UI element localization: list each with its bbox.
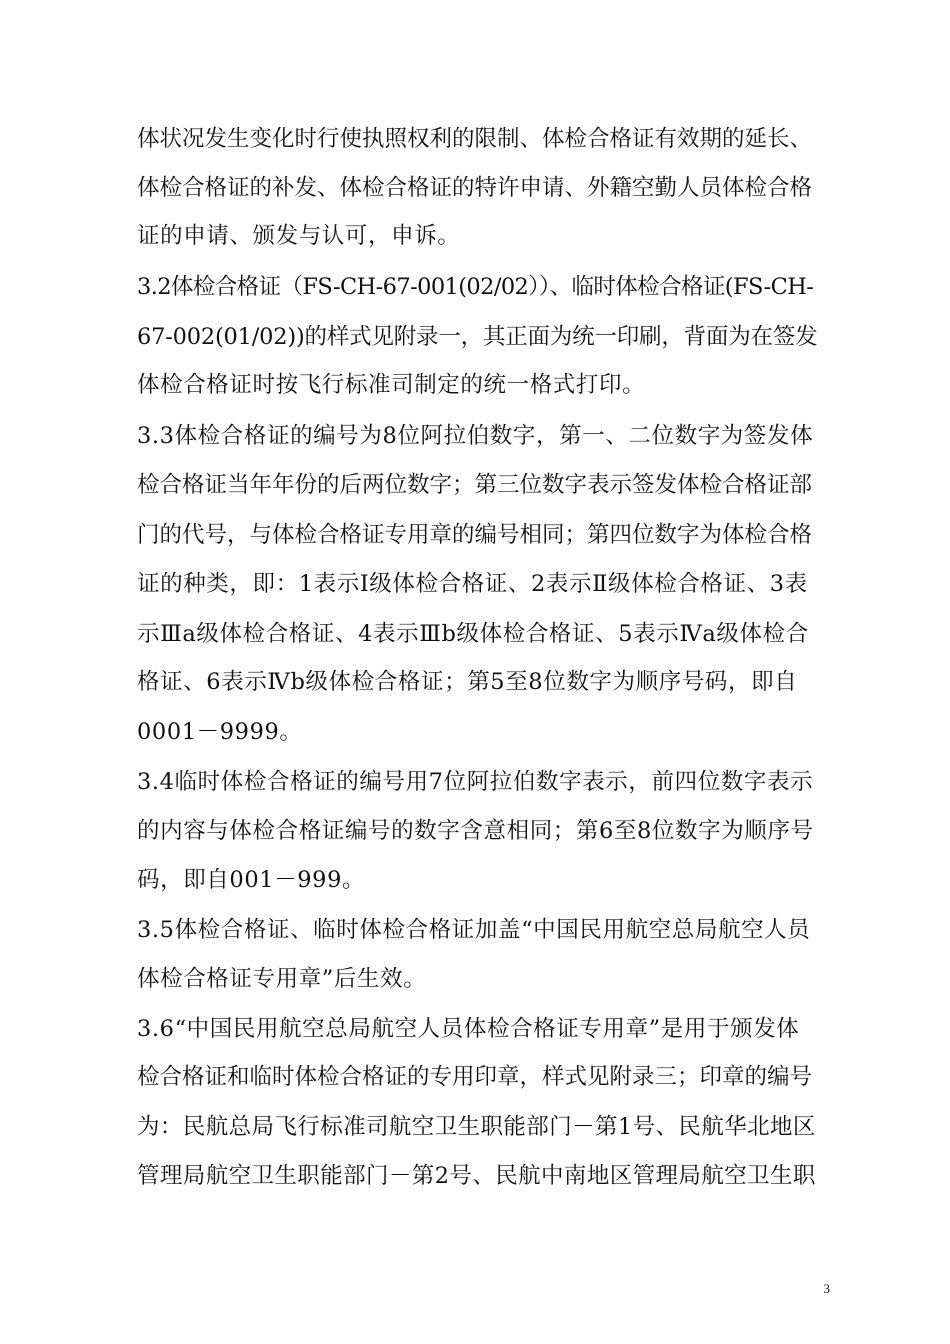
text-line: 3.4临时体检合格证的编号用7位阿拉伯数字表示，前四位数字表示 xyxy=(137,769,814,795)
text-line: 门的代号，与体检合格证专用章的编号相同；第四位数字为体检合格 xyxy=(137,522,813,548)
text-line: 检合格证当年年份的后两位数字；第三位数字表示签发体检合格证部 xyxy=(137,472,813,498)
text-line: 3.2体检合格证（FS-CH-67-001(02/02））、临时体检合格证(FS-CH- xyxy=(137,274,814,300)
text-line: 67-002(01/02))的样式见附录一，其正面为统一印刷，背面为在签发 xyxy=(137,324,818,350)
text-line: 证的种类，即：1表示Ⅰ级体检合格证、2表示Ⅱ级体检合格证、3表 xyxy=(137,571,808,597)
text-line: 检合格证和临时体检合格证的专用印章，样式见附录三；印章的编号 xyxy=(137,1064,813,1090)
text-line: 的内容与体检合格证编号的数字含意相同；第6至8位数字为顺序号 xyxy=(137,818,814,844)
text-line: 格证、6表示Ⅳb级体检合格证；第5至8位数字为顺序号码，即自 xyxy=(137,669,798,695)
text-line: 3.5体检合格证、临时体检合格证加盖“中国民用航空总局航空人员 xyxy=(137,917,811,943)
text-line: 为：民航总局飞行标准司航空卫生职能部门－第1号、民航华北地区 xyxy=(137,1114,816,1140)
text-line: 3.3体检合格证的编号为8位阿拉伯数字，第一、二位数字为签发体 xyxy=(137,423,814,449)
text-line: 体状况发生变化时行使执照权利的限制、体检合格证有效期的延长、 xyxy=(137,126,813,152)
text-line: 示Ⅲa级体检合格证、4表示Ⅲb级体检合格证、5表示Ⅳa级体检合 xyxy=(137,621,809,647)
text-line: 证的申请、颁发与认可，申诉。 xyxy=(137,223,461,249)
page-number: 3 xyxy=(823,1281,830,1296)
text-line: 0001－9999。 xyxy=(137,719,303,745)
text-line: 3.6“中国民用航空总局航空人员体检合格证专用章”是用于颁发体 xyxy=(137,1016,800,1042)
text-line: 体检合格证时按飞行标准司制定的统一格式打印。 xyxy=(137,372,646,398)
text-line: 码，即自001－999。 xyxy=(137,867,366,893)
text-line: 体检合格证专用章”后生效。 xyxy=(137,966,427,992)
text-line: 管理局航空卫生职能部门－第2号、民航中南地区管理局航空卫生职 xyxy=(137,1163,816,1189)
text-line: 体检合格证的补发、体检合格证的特许申请、外籍空勤人员体检合格 xyxy=(137,175,813,201)
